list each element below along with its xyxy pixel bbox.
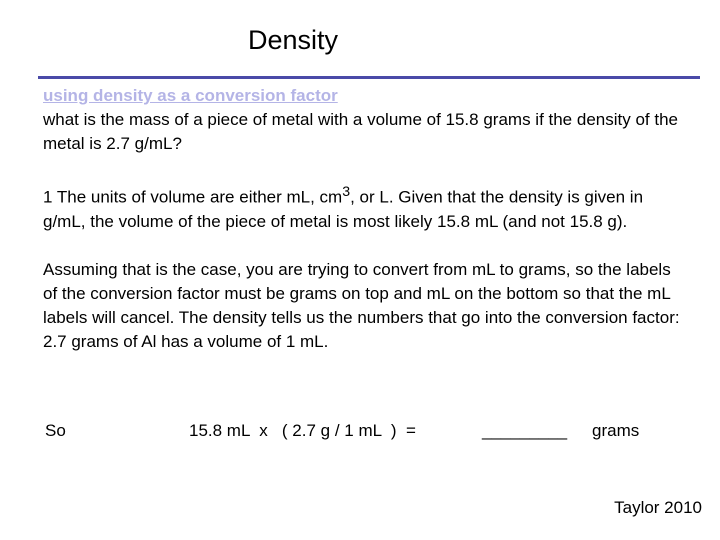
question-text: what is the mass of a piece of metal with a volume of 15.8 grams if the density of the metal is 2.7 g/mL?: [43, 110, 678, 153]
subtitle-paragraph: [43, 84, 683, 108]
answer-blank: _________: [482, 421, 568, 440]
step1-text-part1: 1 The units of volume are either mL, cm: [43, 187, 343, 207]
explanation-text: Assuming that is the case, you are trying to convert from mL to grams, so the labels of the conversion factor must be grams on top and mL on the bottom so that the mL labels will cancel. The density tells us the numbers that go into the conversion factor: 2.7 grams of Al has a volume of 1 mL.: [43, 259, 680, 351]
step1-superscript: 3: [342, 184, 351, 200]
title-divider: [38, 76, 700, 79]
equation-expression: 15.8 mL x ( 2.7 g / 1 mL ) =: [189, 421, 416, 440]
equation-lead: So: [45, 421, 66, 440]
slide-title: Density: [248, 25, 339, 55]
slide-body: [43, 84, 683, 354]
equation-unit: grams: [592, 421, 640, 440]
subtitle-link[interactable]: using density as a conversion factor: [43, 86, 338, 105]
step1-text-part2: , or L. Given that the density is given in g/mL, the volume of the piece of metal is most likely 15.8 mL (and not 15.8 g).: [43, 187, 644, 231]
step1-text: [43, 180, 683, 234]
equation-row: [0, 419, 720, 443]
footer-credit: Taylor 2010: [614, 498, 702, 517]
